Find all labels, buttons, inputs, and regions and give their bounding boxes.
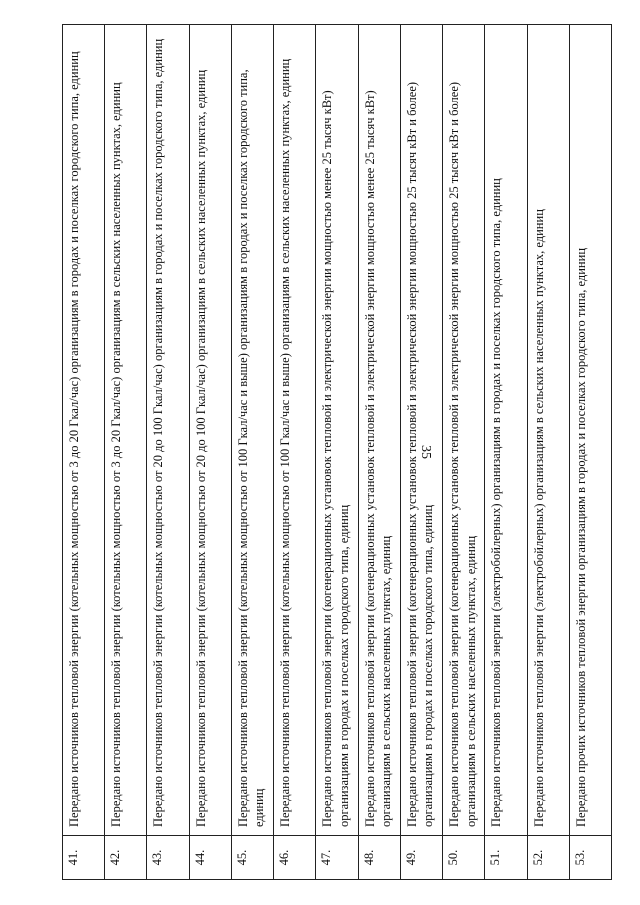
row-description: Передано источников тепловой энергии (когенерационных установок тепловой и электрической энергии мощностью 25 тысяч кВт и более) организациям в городах и поселках городского типа, единиц [404, 81, 436, 827]
table-row [147, 25, 189, 879]
row-description: Передано источников тепловой энергии (когенерационных установок тепловой и электрической энергии мощностью менее 25 тысяч кВт) организациям в городах и поселках городского типа, единиц [320, 90, 351, 827]
row-number: 49. [401, 835, 442, 879]
table-row [105, 25, 147, 879]
row-number: 52. [528, 835, 569, 879]
row-number: 44. [190, 835, 231, 879]
row-description: Передано прочих источников тепловой энергии организациям в городах и поселках городского типа, единиц [573, 247, 588, 827]
row-description: Передано источников тепловой энергии (электробойлерных) организациям в городах и поселках городского типа, единиц [489, 178, 504, 827]
table-row [401, 25, 443, 879]
row-number: 41. [63, 835, 104, 879]
row-number: 48. [359, 835, 400, 879]
table-row [443, 25, 485, 879]
row-description: Передано источников тепловой энергии (котельных мощностью от 3 до 20 Гкал/час) организациям в городах и поселках городского типа, единиц [67, 51, 81, 827]
row-description: Передано источников тепловой энергии (когенерационных установок тепловой и электрической энергии мощностью 25 тысяч кВт и более) организациям в сельских населенных пунктах, единиц [447, 81, 478, 827]
page-number: 35 [418, 445, 433, 459]
table-row [274, 25, 316, 879]
table-row [528, 25, 570, 879]
table-row [190, 25, 232, 879]
row-number: 51. [485, 835, 526, 879]
table-row [63, 25, 105, 879]
row-number: 50. [443, 835, 484, 879]
row-number: 53. [570, 835, 611, 879]
row-description: Передано источников тепловой энергии (котельных мощностью от 3 до 20 Гкал/час) организациям в сельских населенных пунктах, единиц [109, 82, 124, 827]
table-row [485, 25, 527, 879]
row-description: Передано источников тепловой энергии (котельных мощностью от 20 до 100 Гкал/час) организациям в городах и поселках городского типа, единиц [151, 38, 166, 827]
table-row [359, 25, 401, 879]
table-row [316, 25, 358, 879]
row-number: 43. [147, 835, 188, 879]
row-number: 47. [316, 835, 357, 879]
row-number: 46. [274, 835, 315, 879]
row-description: Передано источников тепловой энергии (котельных мощностью от 100 Гкал/час и выше) организациям в сельских населенных пунктах, единиц [278, 58, 293, 827]
table-row [570, 25, 611, 879]
row-description: Передано источников тепловой энергии (когенерационных установок тепловой и электрической энергии мощностью менее 25 тысяч кВт) организациям в сельских населенных пунктах, единиц [362, 90, 394, 827]
row-description: Передано источников тепловой энергии (электробойлерных) организациям в сельских населенных пунктах, единиц [531, 209, 546, 827]
row-description: Передано источников тепловой энергии (котельных мощностью от 100 Гкал/час и выше) организациям в городах и поселках городского типа, единиц [235, 69, 267, 827]
indicators-table [62, 24, 612, 880]
row-description: Передано источников тепловой энергии (котельных мощностью от 20 до 100 Гкал/час) организациям в сельских населенных пунктах, единиц [193, 69, 208, 827]
table-container [62, 24, 612, 880]
row-number: 45. [232, 835, 273, 879]
row-number: 42. [105, 835, 146, 879]
table-row [232, 25, 274, 879]
